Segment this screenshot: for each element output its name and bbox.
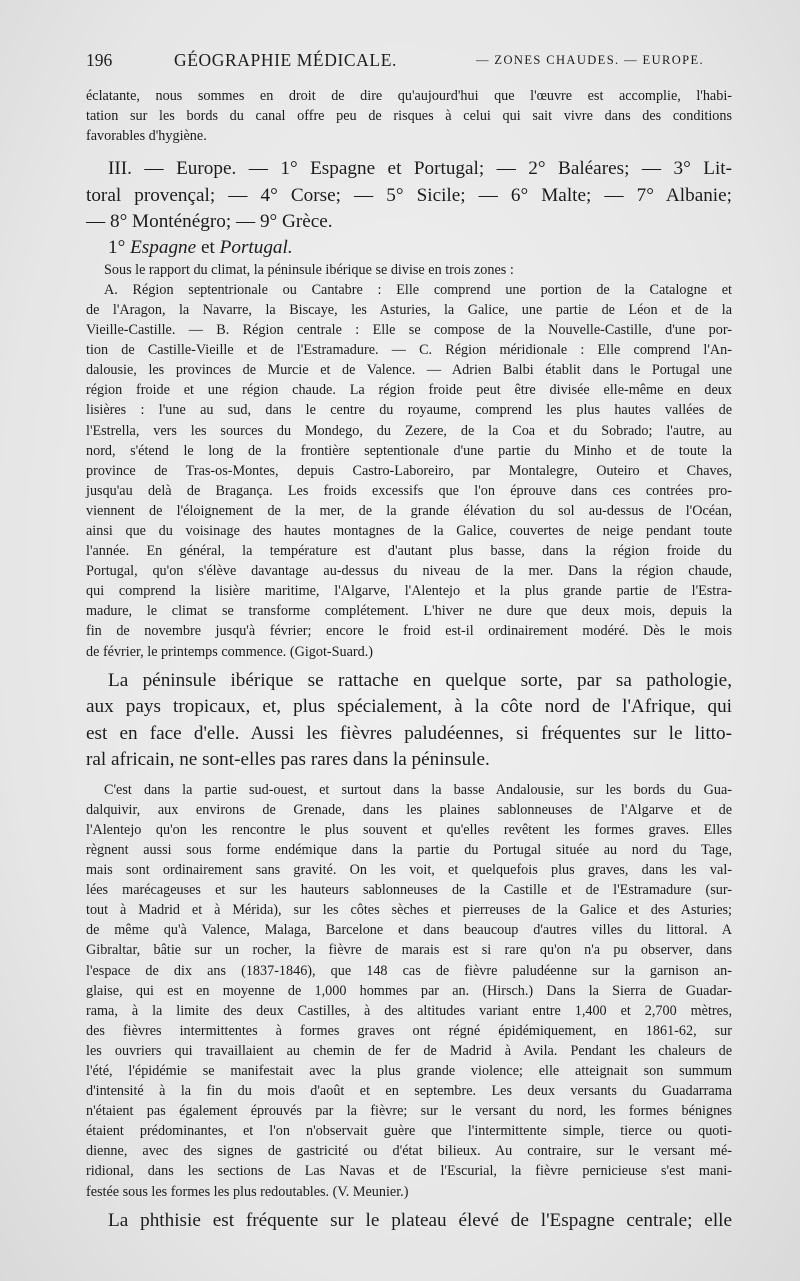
text-line: l'Alentejo qu'on les rencontre le plus souvent et qu'elles revêtent les formes graves. Elles xyxy=(86,821,732,838)
text-line: festée sous les formes les plus redoutables. (V. Meunier.) xyxy=(86,1183,409,1200)
text-line: Sous le rapport du climat, la péninsule ibérique se divise en trois zones : xyxy=(104,261,514,278)
text-line: Portugal, qu'on s'élève davantage au-dessus du niveau de la mer. Dans la région chaude, xyxy=(86,563,732,580)
text-line: madure, le climat se transforme complétement. L'hiver ne dure que deux mois, depuis la xyxy=(86,603,732,620)
text-line: l'espace de dix ans (1837-1846), que 148 cas de fièvre paludéenne sur la garnison an- xyxy=(86,962,732,979)
text-line: l'année. En général, la température est d'autant plus basse, dans la région froide du xyxy=(86,543,732,560)
large-text-line: La phthisie est fréquente sur le plateau élevé de l'Espagne centrale; elle xyxy=(108,1209,732,1231)
text-line: lisières : l'une au sud, dans le centre du royaume, comprend les plus hautes vallées de xyxy=(86,402,732,419)
text-line: Vieille-Castille. — B. Région centrale : Elle se compose de la Nouvelle-Castille, d'une por- xyxy=(86,322,732,339)
section-heading-line: III. — Europe. — 1° Espagne et Portugal; — 2° Baléares; — 3° Lit- xyxy=(108,158,732,180)
paragraph-climate xyxy=(86,260,732,662)
page-number: 196 xyxy=(86,50,113,70)
page-body xyxy=(86,86,732,1234)
text-line: dalousie, les provinces de Murcie et de Valence. — Adrien Balbi établit dans le Portugal une xyxy=(86,362,732,379)
subsection-heading xyxy=(86,236,732,260)
text-line: viennent de l'éloignement de la mer, de la grande élévation du sol au-dessus de l'Océan, xyxy=(86,502,732,519)
text-line: région froide et une région chaude. La région froide peut être divisée elle-même en deux xyxy=(86,382,732,399)
paragraph-phthisis xyxy=(86,1208,732,1235)
paragraph-canal xyxy=(86,86,732,146)
paragraph-fevers xyxy=(86,780,732,1202)
text-line: de février, le printemps commence. (Gigot-Suard.) xyxy=(86,643,374,660)
subsection-title-portugal: Portugal. xyxy=(219,236,293,258)
text-line: étaient prédominantes, et l'on n'observait guère que l'intermittente simple, tierce ou quoti- xyxy=(86,1123,732,1140)
running-header xyxy=(86,50,736,74)
text-line: l'Estrella, vers les sources du Mondego, du Zezere, de la Coa et du Sobrado; l'autre, au xyxy=(86,422,732,439)
section-heading-europe xyxy=(86,156,732,236)
header-subtitle: — ZONES CHAUDES. — EUROPE. xyxy=(476,53,705,67)
text-line: A. Région septentrionale ou Cantabre : Elle comprend une portion de la Catalogne et xyxy=(104,281,732,298)
large-text-line: ral africain, ne sont-elles pas rares dans la péninsule. xyxy=(86,749,490,771)
large-text-line: aux pays tropicaux, et, plus spécialement, à la côte nord de l'Afrique, qui xyxy=(86,696,732,718)
subsection-number: 1° xyxy=(108,236,126,258)
subsection-and: et xyxy=(200,236,215,258)
text-line: rama, à la limite des deux Castilles, à des altitudes variant entre 1,400 et 2,700 mètres, xyxy=(86,1002,732,1019)
text-line: C'est dans la partie sud-ouest, et surtout dans la basse Andalousie, sur les bords du Gua- xyxy=(104,781,732,798)
text-line: favorables d'hygiène. xyxy=(86,128,207,145)
text-line: nord, s'étend le long de la frontière septentionale d'une partie du Minho et de toute la xyxy=(86,442,732,459)
text-line: glaise, qui est en moyenne de 1,000 hommes par an. (Hirsch.) Dans la Sierra de Guadar- xyxy=(86,982,732,999)
text-line: l'été, l'épidémie se manifestait avec la plus grande violence; elle atteignait son summum xyxy=(86,1062,732,1079)
text-line: règnent aussi sous forme endémique dans la partie du Portugal située au nord du Tage, xyxy=(86,841,732,858)
text-line: jusqu'au delà de Bragança. Les froids excessifs que l'on éprouve dans ces contrées pro- xyxy=(86,482,732,499)
text-line: dienne, avec des signes de gastricité ou d'état bilieux. Au contraire, sur le versant mé- xyxy=(86,1143,732,1160)
large-text-line: La péninsule ibérique se rattache en quelque sorte, par sa pathologie, xyxy=(108,669,732,691)
text-line: fin de novembre jusqu'à février; encore le froid est-il ordinairement modéré. Dès le mois xyxy=(86,623,732,640)
text-line: tout à Madrid et à Mérida), sur les côtes sèches et pierreuses de la Galice et des Asturies; xyxy=(86,902,732,919)
text-line: les ouvriers qui travaillaient au chemin de fer de Madrid à Avila. Pendant les chaleurs de xyxy=(86,1042,732,1059)
text-line: tion de Castille-Vieille et de l'Estramadure. — C. Région méridionale : Elle comprend l'An- xyxy=(86,342,732,359)
text-line: des fièvres intermittentes à formes graves ont régné épidémiquement, en 1861-62, sur xyxy=(86,1022,732,1039)
text-line: de même qu'à Valence, Malaga, Barcelone et dans beaucoup d'autres villes du littoral. A xyxy=(86,922,732,939)
text-line: de l'Aragon, la Navarre, la Biscaye, les Asturies, la Galice, une partie de Léon et de la xyxy=(86,301,732,318)
text-line: dalquivir, aux environs de Grenade, dans les plaines sablonneuses de l'Algarve et de xyxy=(86,801,732,818)
text-line: mais sont ordinairement sans gravité. On les voit, et quelquefois plus graves, dans les val- xyxy=(86,862,732,879)
text-line: qui comprend la lisière maritime, l'Algarve, l'Alentejo et la plus grande partie de l'Estra- xyxy=(86,583,732,600)
text-line: Gibraltar, bâtie sur un rocher, la fièvre de marais est si rare qu'on n'a pu observer, dans xyxy=(86,942,732,959)
text-line: d'intensité à la fin du mois d'août et en septembre. Les deux versants du Guadarrama xyxy=(86,1083,732,1100)
text-line: ridional, dans les sections de Las Navas et de l'Escurial, la fièvre pernicieuse s'est mani- xyxy=(86,1163,732,1180)
text-line: lées marécageuses et sur les hauteurs sablonneuses de la Castille et de l'Estramadure (sur- xyxy=(86,882,732,899)
text-line: tation sur les bords du canal offre peu de risques à celui qui sait vivre dans des conditions xyxy=(86,108,732,125)
text-line: éclatante, nous sommes en droit de dire qu'aujourd'hui que l'œuvre est accomplie, l'habi- xyxy=(86,88,732,104)
paragraph-pathology xyxy=(86,668,732,774)
section-heading-line: — 8° Monténégro; — 9° Grèce. xyxy=(86,211,333,233)
text-line: ainsi que du voisinage des hautes montagnes de la Galice, couvertes de neige pendant toute xyxy=(86,523,732,539)
subsection-title-espagne: Espagne xyxy=(130,236,197,258)
text-line: province de Tras-os-Montes, depuis Castro-Laboreiro, par Montalegre, Outeiro et Chaves, xyxy=(86,462,732,479)
section-heading-line: toral provençal; — 4° Corse; — 5° Sicile; — 6° Malte; — 7° Albanie; xyxy=(86,184,732,206)
text-line: n'étaient pas également éprouvés par la fièvre; sur le versant du nord, les formes bénignes xyxy=(86,1103,732,1120)
large-text-line: est en face d'elle. Aussi les fièvres paludéennes, si fréquentes sur le litto- xyxy=(86,722,732,744)
header-title: GÉOGRAPHIE MÉDICALE. xyxy=(174,50,397,70)
